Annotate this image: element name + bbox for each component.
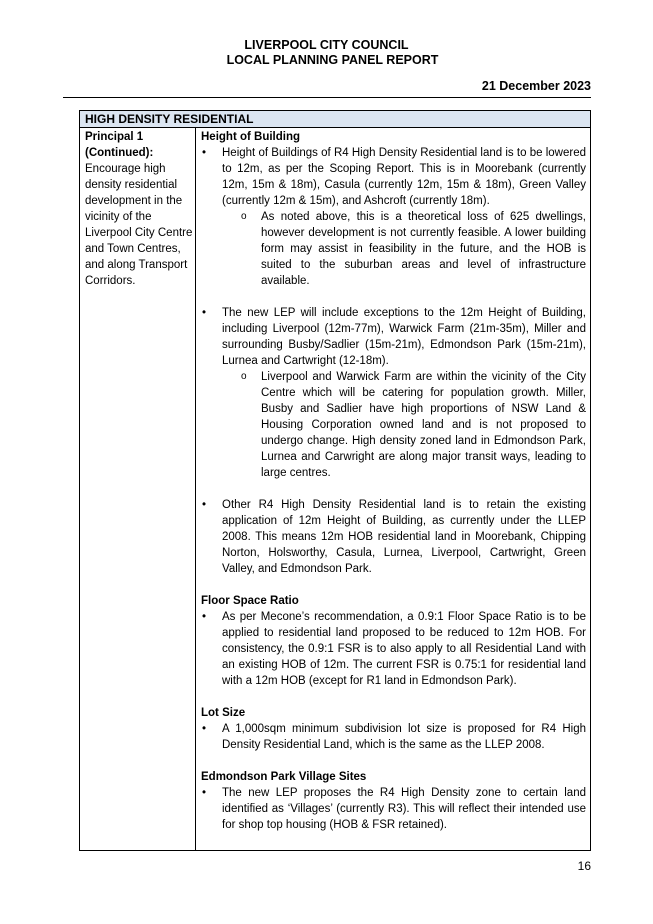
details-column	[201, 129, 586, 833]
height-of-building-title: Height of Building	[201, 131, 301, 143]
report-date: 21 December 2023	[481, 79, 591, 93]
lot-size-bullet: • A 1,000sqm minimum subdivision lot size is proposed for R4 High Density Residential Land, which is the same as the LLEP 2008.	[201, 721, 586, 753]
page-number: 16	[577, 859, 591, 873]
planning-table	[79, 110, 591, 851]
hob-bullet-3: • Other R4 High Density Residential land is to retain the existing application of 12m Height of Building, as currently under the LLEP 2008. This means 12m HOB residential land in Moorebank, Chipping Norton, Holsworthy, Casula, Lurnea, Liverpool, Cartwright, Green Valley, and Edmondson Park.	[201, 497, 586, 577]
hob-sub-bullet-2: o Liverpool and Warwick Farm are within the vicinity of the City Centre which will be catering for population growth. Miller, Busby and Sadlier have high proportions of NSW Land & Housing Corporation owned land and is not proposed to undergo change. High density zoned land in Edmondson Park, Lurnea and Carwright are along major transit ways, leading to large centres.	[201, 369, 586, 481]
table-heading: HIGH DENSITY RESIDENTIAL	[80, 111, 590, 128]
council-name: LIVERPOOL CITY COUNCIL	[244, 38, 409, 52]
report-title: LOCAL PLANNING PANEL REPORT	[226, 53, 439, 67]
lot-size-title: Lot Size	[201, 707, 246, 719]
hob-sub-bullet-1: o As noted above, this is a theoretical loss of 625 dwellings, however development is not currently feasible. A lower building form may assist in feasibility in the future, and the HOB is suited to the suburban areas and level of infrastructure available.	[201, 209, 586, 289]
floor-space-ratio-title: Floor Space Ratio	[201, 595, 299, 607]
hob-bullet-2: • The new LEP will include exceptions to the 12m Height of Building, including Liverpool (12m-77m), Warwick Farm (21m-35m), Miller and surrounding Busby/Sadlier (15m-21m), Edmondson Park (15m-21m), Lurnea and Cartwright (12-18m).	[201, 305, 586, 369]
report-header	[0, 38, 653, 68]
hob-bullet-1: • Height of Buildings of R4 High Density Residential land is to be lowered to 12m, as per the Scoping Report. This is in Moorebank (currently 12m, 15m & 18m), Casula (currently 12m, 15m & 18m), Green Valley (currently 12m & 15m), and Ashcroft (currently 18m).	[201, 145, 586, 209]
village-sites-title: Edmondson Park Village Sites	[201, 771, 367, 783]
principle-text: Encourage high density residential development in the vicinity of the Liverpool City Centre and Town Centres, and along Transport Corridors.	[85, 163, 193, 287]
column-divider	[195, 128, 196, 850]
principle-column	[85, 129, 193, 289]
header-rule	[63, 97, 591, 98]
fsr-bullet: • As per Mecone’s recommendation, a 0.9:1 Floor Space Ratio is to be applied to residential land proposed to be reduced to 12m HOB. For consistency, the 0.9:1 FSR is to also apply to all Residential Land with an existing HOB of 12m. The current FSR is 0.75:1 for residential land with a 12m HOB (except for R1 land in Edmondson Park).	[201, 609, 586, 689]
village-sites-bullet: • The new LEP proposes the R4 High Density zone to certain land identified as ‘Villages’ (currently R3). This will reflect their intended use for shop top housing (HOB & FSR retained).	[201, 785, 586, 833]
principle-title: Principal 1 (Continued):	[85, 131, 154, 159]
